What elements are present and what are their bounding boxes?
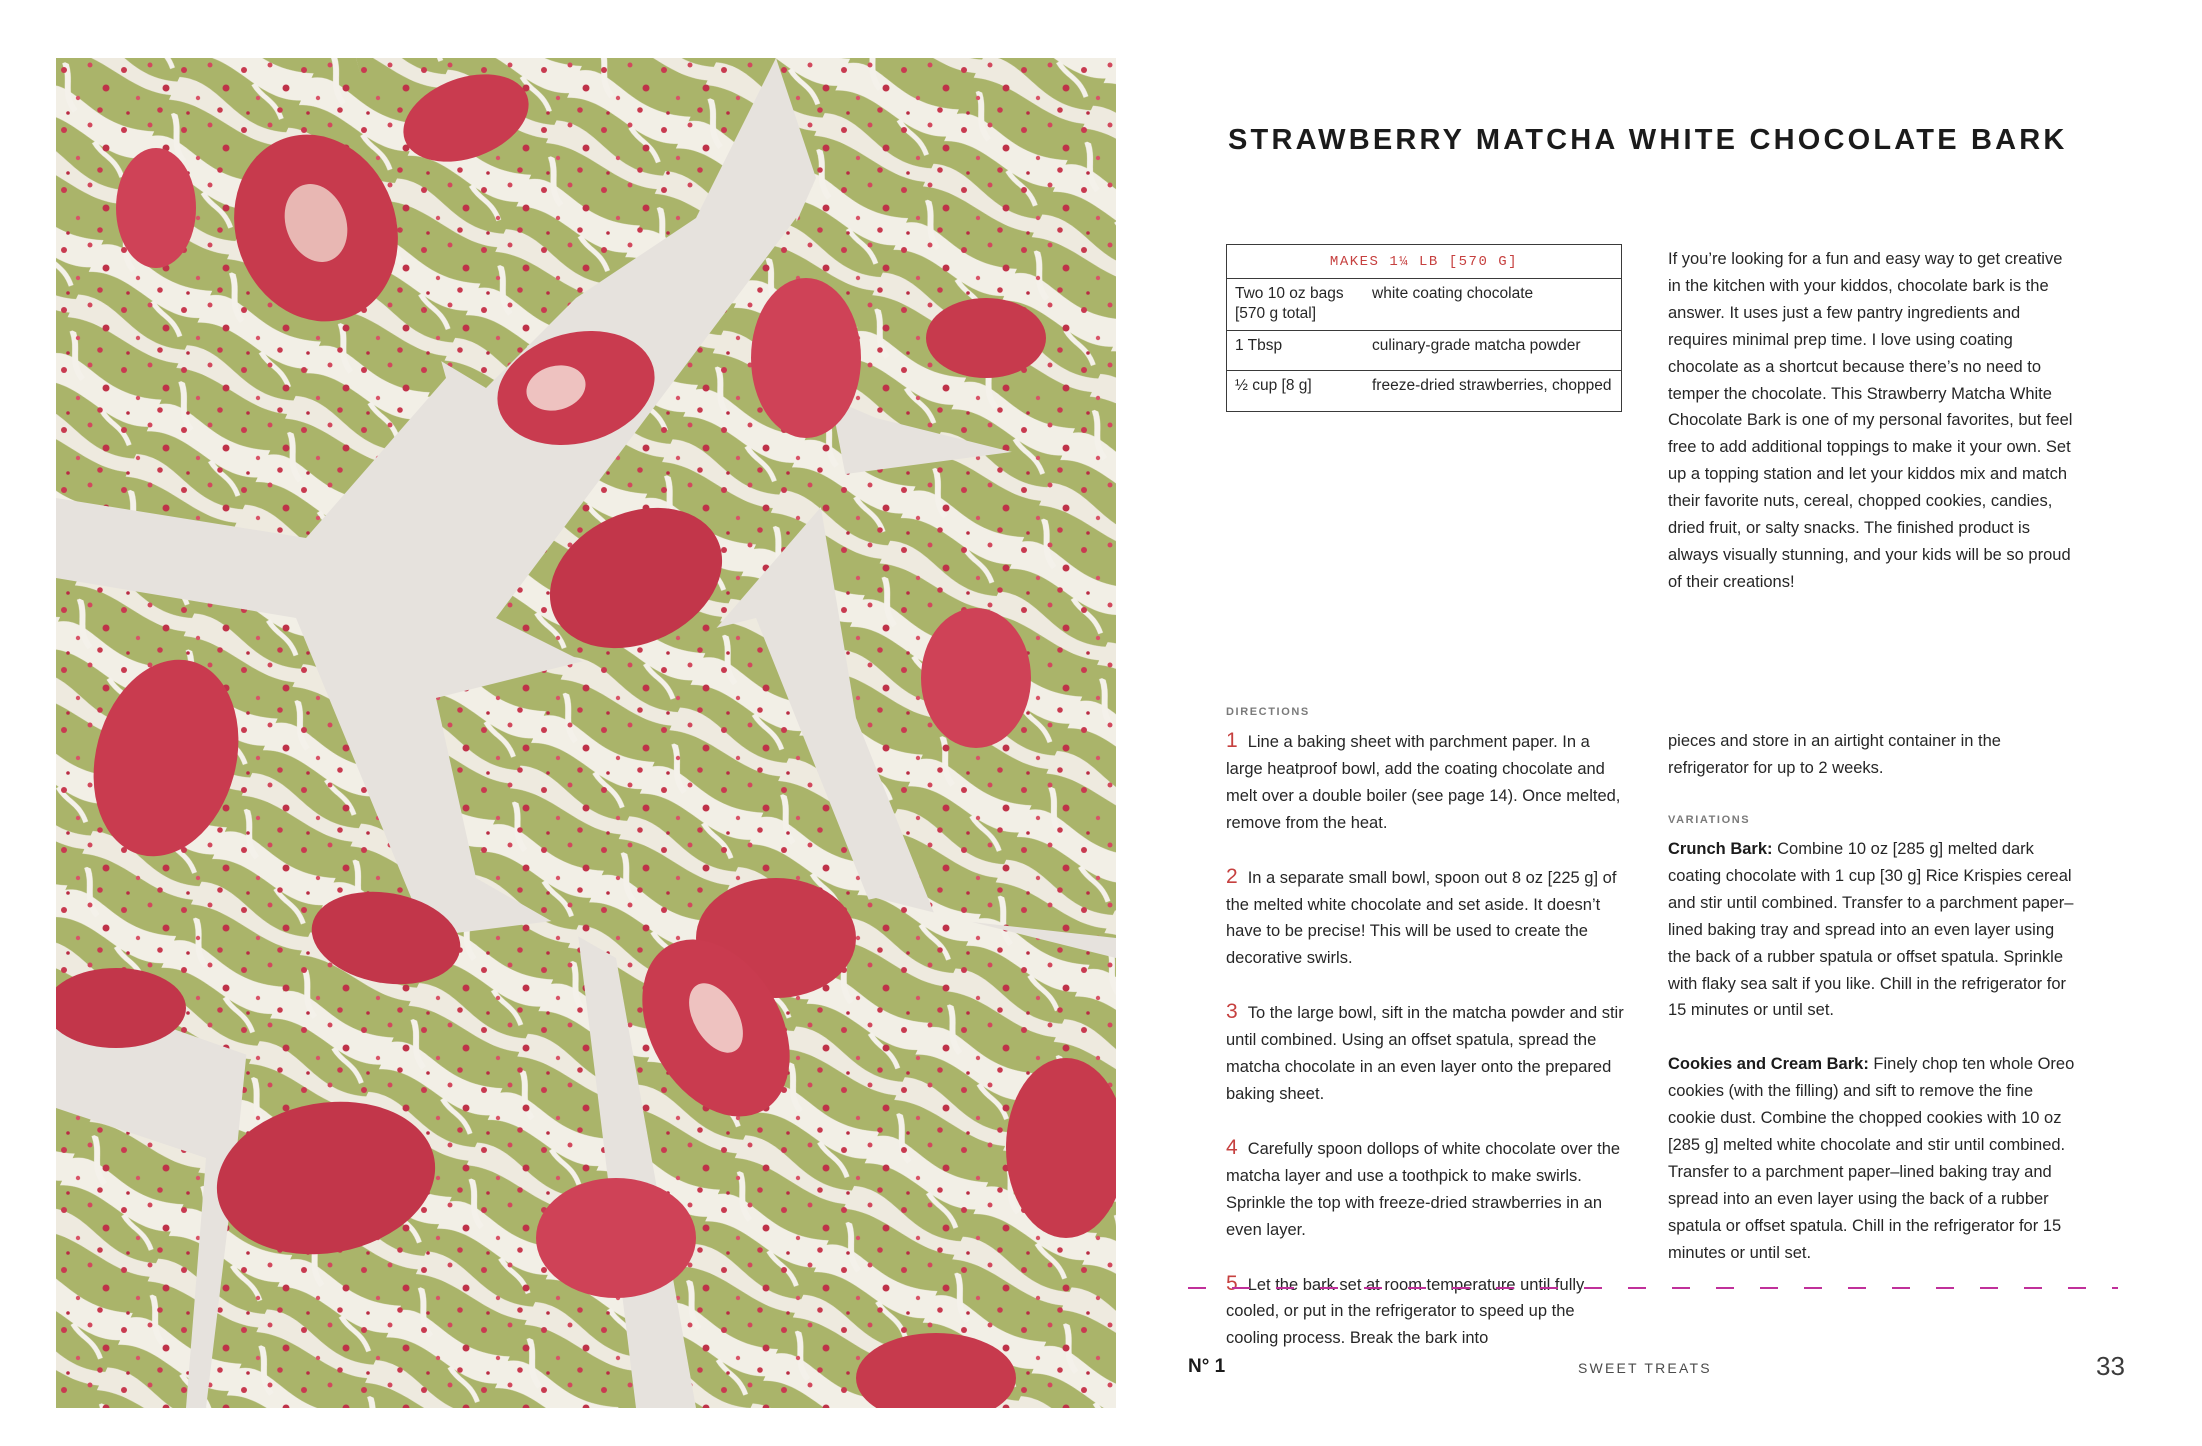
ingredient-quantity: Two 10 oz bags [570 g total] xyxy=(1235,285,1344,322)
ingredient-name: culinary-grade matcha powder xyxy=(1372,337,1581,354)
ingredient-row xyxy=(1227,279,1621,331)
bark-photo-illustration xyxy=(56,58,1116,1408)
variations-list xyxy=(1668,836,2080,1294)
bark-photo xyxy=(56,58,1116,1408)
variation-item xyxy=(1668,836,2080,1024)
step-number: 2 xyxy=(1226,864,1238,888)
direction-step xyxy=(1226,1271,1626,1353)
page-number: 33 xyxy=(2096,1351,2125,1381)
ingredient-quantity: 1 Tbsp xyxy=(1235,337,1283,354)
variations-label: VARIATIONS xyxy=(1668,814,1751,826)
step-text: In a separate small bowl, spoon out 8 oz [225 g] of the melted white chocolate and set aside. It doesn’t have to be precise! This will be used to create the decorative swirls. xyxy=(1226,868,1617,968)
section-name: SWEET TREATS xyxy=(1578,1360,1712,1376)
ingredient-row xyxy=(1227,331,1621,371)
ingredient-name: white coating chocolate xyxy=(1372,285,1534,302)
bark-shard xyxy=(56,1108,206,1408)
step-text: Carefully spoon dollops of white chocolate over the matcha layer and use a toothpick to make swirls. Sprinkle the top with freeze-dried strawberries in an even layer. xyxy=(1226,1139,1621,1239)
direction-step xyxy=(1226,728,1626,837)
step-text: Line a baking sheet with parchment paper. In a large heatproof bowl, add the coating chocolate and melt over a double boiler (see page 14). Once melted, remove from the heat. xyxy=(1226,733,1621,832)
directions-label: DIRECTIONS xyxy=(1226,706,1310,718)
directions-list xyxy=(1226,728,1626,1379)
step-number: 5 xyxy=(1226,1271,1238,1295)
ingredient-quantity: ½ cup [8 g] xyxy=(1235,377,1312,394)
yield-label: MAKES 1¼ LB [570 G] xyxy=(1227,245,1621,279)
ingredients-table xyxy=(1226,244,1622,412)
variation-text: Finely chop ten whole Oreo cookies (with the filling) and sift to remove the fine cookie dust. Combine the chopped cookies with 10 oz [285 g] melted white chocolate and stir until combined. Transfer to a parchment paper–lined baking tray and spread into an even layer using the back of a rubber spatula or offset spatula. Chill in the refrigerator for 15 minutes or until set. xyxy=(1668,1055,2075,1262)
step-number: 1 xyxy=(1226,729,1238,752)
variation-name: Cookies and Cream Bark: xyxy=(1668,1055,1869,1074)
variation-item xyxy=(1668,1051,2080,1266)
ingredient-name: freeze-dried strawberries, chopped xyxy=(1372,377,1612,394)
step-text: To the large bowl, sift in the matcha powder and stir until combined. Using an offset spatula, spread the matcha chocolate in an even layer onto the prepared baking sheet. xyxy=(1226,1004,1624,1103)
step-number: 4 xyxy=(1226,1135,1238,1159)
volume-number: N° 1 xyxy=(1188,1356,1226,1377)
ingredient-row xyxy=(1227,371,1621,411)
direction-step xyxy=(1226,864,1626,973)
step-number: 3 xyxy=(1226,1000,1238,1024)
step-text: Let the bark set at room temperature until fully cooled, or put in the refrigerator to speed up the cooling process. Break the bark into xyxy=(1226,1275,1585,1348)
variation-name: Crunch Bark: xyxy=(1668,840,1773,858)
direction-step xyxy=(1226,999,1626,1108)
recipe-title: STRAWBERRY MATCHA WHITE CHOCOLATE BARK xyxy=(1228,124,2068,156)
direction-step xyxy=(1226,1135,1626,1244)
directions-continued: pieces and store in an airtight container in the refrigerator for up to 2 weeks. xyxy=(1668,732,2001,777)
variation-text: Combine 10 oz [285 g] melted dark coating chocolate with 1 cup [30 g] Rice Krispies cereal and stir until combined. Transfer to a parchment paper–lined baking tray and spread into an even layer using the back of a rubber spatula or offset spatula. Sprinkle with flaky sea salt if you like. Chill in the refrigerator for 15 minutes or until set. xyxy=(1668,840,2074,1020)
intro-paragraph: If you’re looking for a fun and easy way to get creative in the kitchen with your kiddos, chocolate bark is the answer. It uses just a few pantry ingredients and requires minimal prep time. I love using coating chocolate as a shortcut because there’s no need to temper the chocolate. This Strawberry Matcha White Chocolate Bark is one of my personal favorites, but feel free to add additional toppings to make it your own. Set up a topping station and let your kiddos mix and match their favorite nuts, cereal, chopped cookies, candies, dried fruit, or salty snacks. The finished product is always visually stunning, and your kids will be so proud of their creations! xyxy=(1668,250,2073,591)
